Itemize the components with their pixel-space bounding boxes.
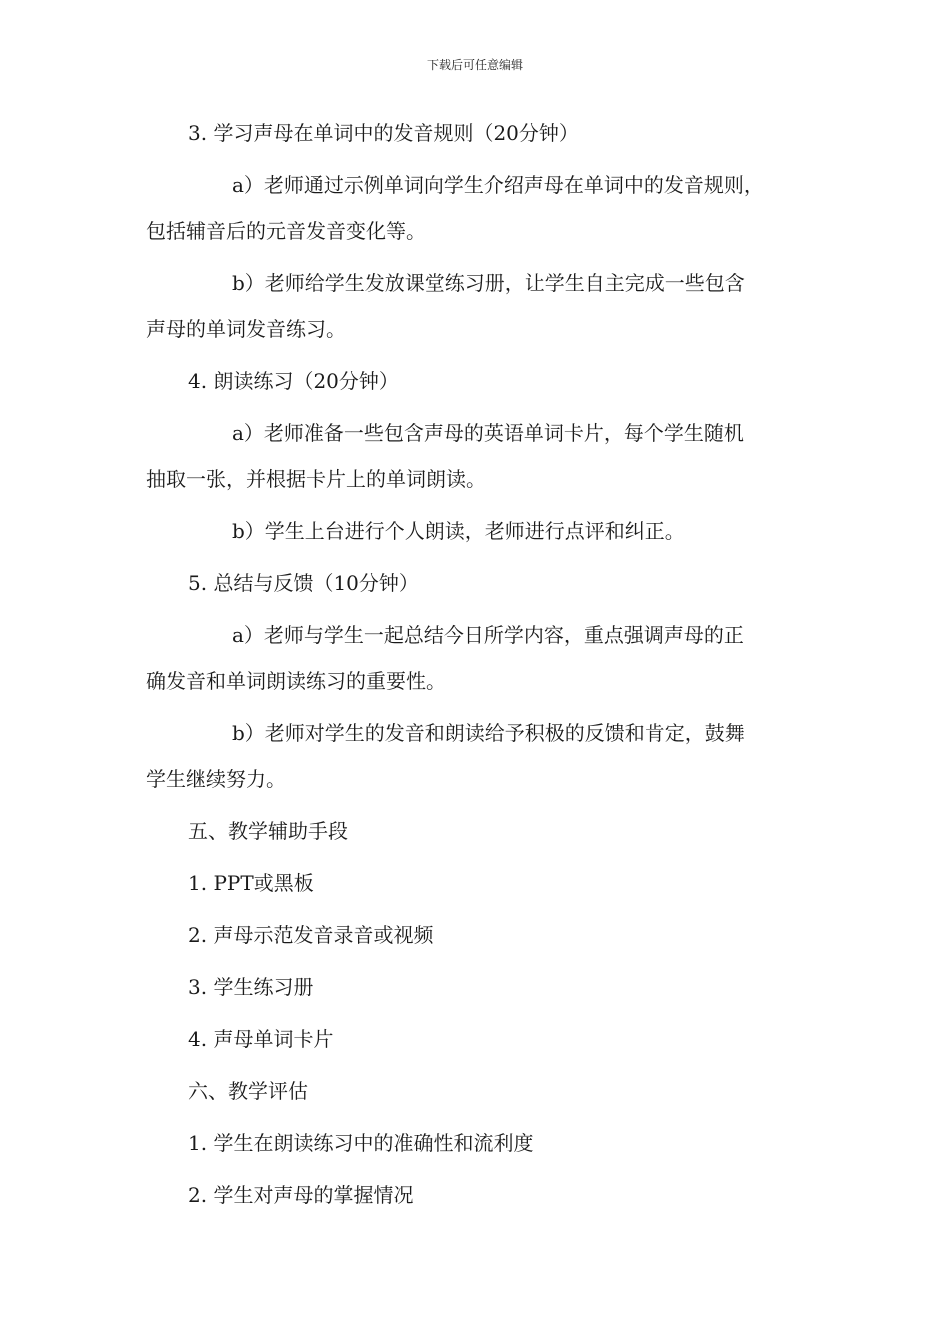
list-item: 1. PPT或黑板 [188,871,314,895]
step-heading: 5. 总结与反馈（10分钟） [188,571,419,595]
section-heading: 五、教学辅助手段 [188,819,348,843]
list-item: 3. 学生练习册 [188,975,314,999]
paragraph-line: 学生继续努力。 [146,767,286,791]
paragraph-line: 包括辅音后的元音发音变化等。 [146,219,426,243]
paragraph-line: a）老师与学生一起总结今日所学内容，重点强调声母的正 [232,623,744,647]
page-header: 下载后可任意编辑 [426,58,523,72]
document-body [146,110,814,1218]
step-heading: 4. 朗读练习（20分钟） [188,369,399,393]
paragraph-line: a）老师准备一些包含声母的英语单词卡片，每个学生随机 [232,421,744,445]
list-item: 2. 声母示范发音录音或视频 [188,923,434,947]
paragraph-line: b）学生上台进行个人朗读，老师进行点评和纠正。 [232,519,685,543]
list-item: 2. 学生对声母的掌握情况 [188,1183,414,1207]
paragraph-line: b）老师给学生发放课堂练习册，让学生自主完成一些包含 [232,271,745,295]
list-item: 4. 声母单词卡片 [188,1027,334,1051]
step-heading: 3. 学习声母在单词中的发音规则（20分钟） [188,121,579,145]
paragraph-line: 抽取一张，并根据卡片上的单词朗读。 [146,467,486,491]
paragraph-line: 确发音和单词朗读练习的重要性。 [146,669,446,693]
section-heading: 六、教学评估 [188,1079,308,1103]
paragraph-line: 声母的单词发音练习。 [146,317,346,341]
paragraph-line: a）老师通过示例单词向学生介绍声母在单词中的发音规则， [232,173,764,197]
list-item: 1. 学生在朗读练习中的准确性和流利度 [188,1131,534,1155]
paragraph-line: b）老师对学生的发音和朗读给予积极的反馈和肯定，鼓舞 [232,721,745,745]
